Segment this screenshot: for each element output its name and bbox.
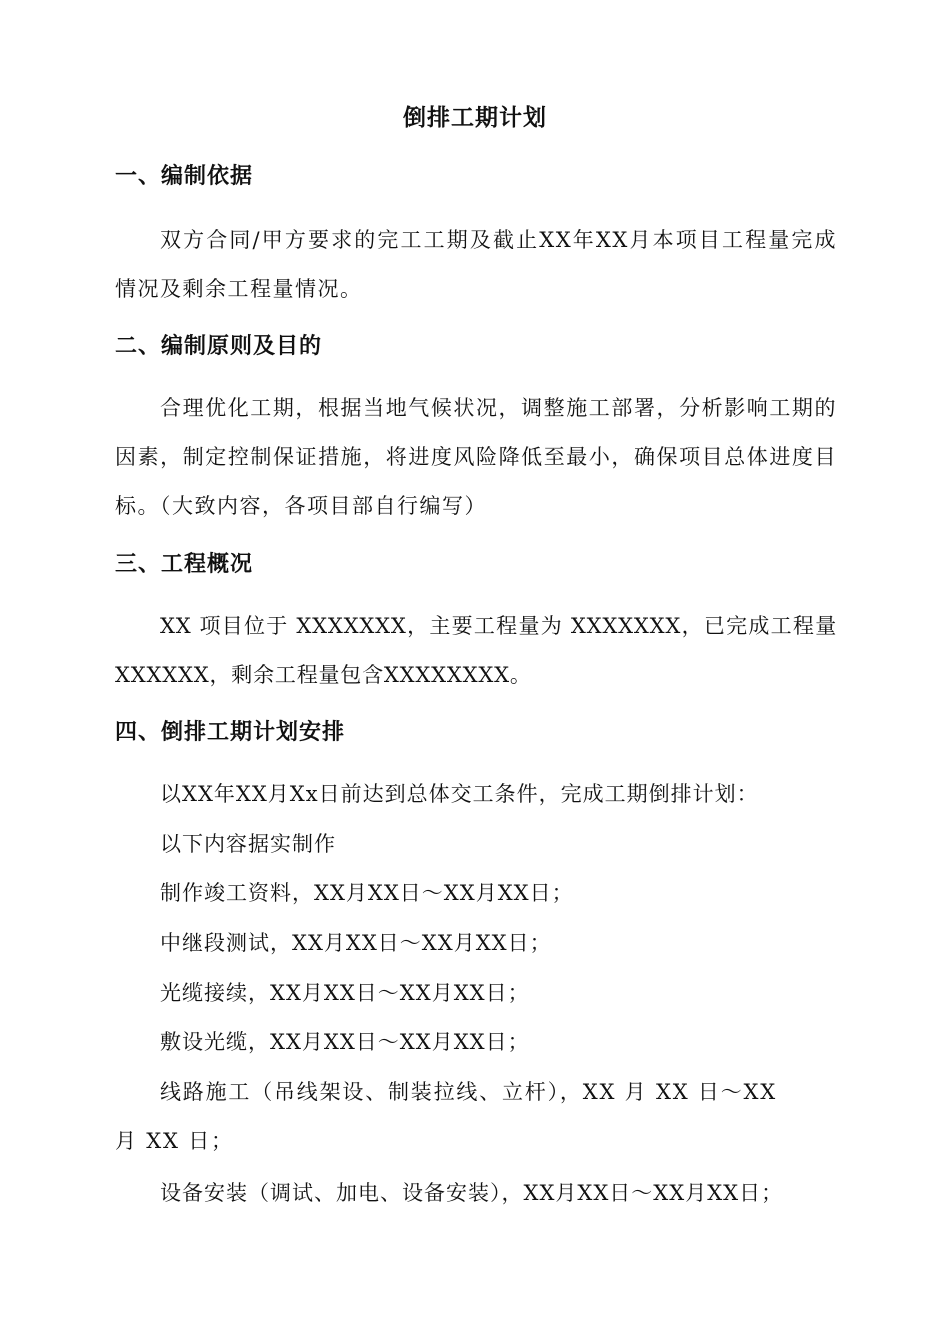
schedule-item: 光缆接续，XX月XX日～XX月XX日； [160,981,530,1005]
schedule-item: 设备安装（调试、加电、设备安装），XX月XX日～XX月XX日； [160,1181,784,1205]
section-heading-overview: 三、工程概况 [115,552,254,577]
schedule-item: 敷设光缆，XX月XX日～XX月XX日； [160,1030,530,1054]
section-heading-basis: 一、编制依据 [115,164,254,189]
schedule-item: 中继段测试，XX月XX日～XX月XX日； [160,931,552,955]
section-heading-principles: 二、编制原则及目的 [115,334,323,359]
schedule-note: 以下内容据实制作 [160,832,336,856]
section-heading-schedule: 四、倒排工期计划安排 [115,720,346,745]
paragraph-overview: XX 项目位于 XXXXXXX，主要工程量为 XXXXXXX，已完成工程量XXXXXX，剩余工程量包含XXXXXXXX。 [115,614,837,687]
schedule-item: 线路施工（吊线架设、制装拉线、立杆），XX 月 XX 日～XX 月 XX 日； [115,1080,778,1153]
schedule-item: 制作竣工资料，XX月XX日～XX月XX日； [160,881,574,905]
paragraph-principles: 合理优化工期，根据当地气候状况，调整施工部署，分析影响工期的因素，制定控制保证措施，将进度风险降低至最小，确保项目总体进度目标。（大致内容，各项目部自行编写） [115,396,837,518]
paragraph-basis: 双方合同/甲方要求的完工工期及截止XX年XX月本项目工程量完成情况及剩余工程量情况。 [115,228,837,301]
document-title: 倒排工期计划 [403,105,547,131]
schedule-intro: 以XX年XX月Xx日前达到总体交工条件，完成工期倒排计划： [160,782,759,806]
